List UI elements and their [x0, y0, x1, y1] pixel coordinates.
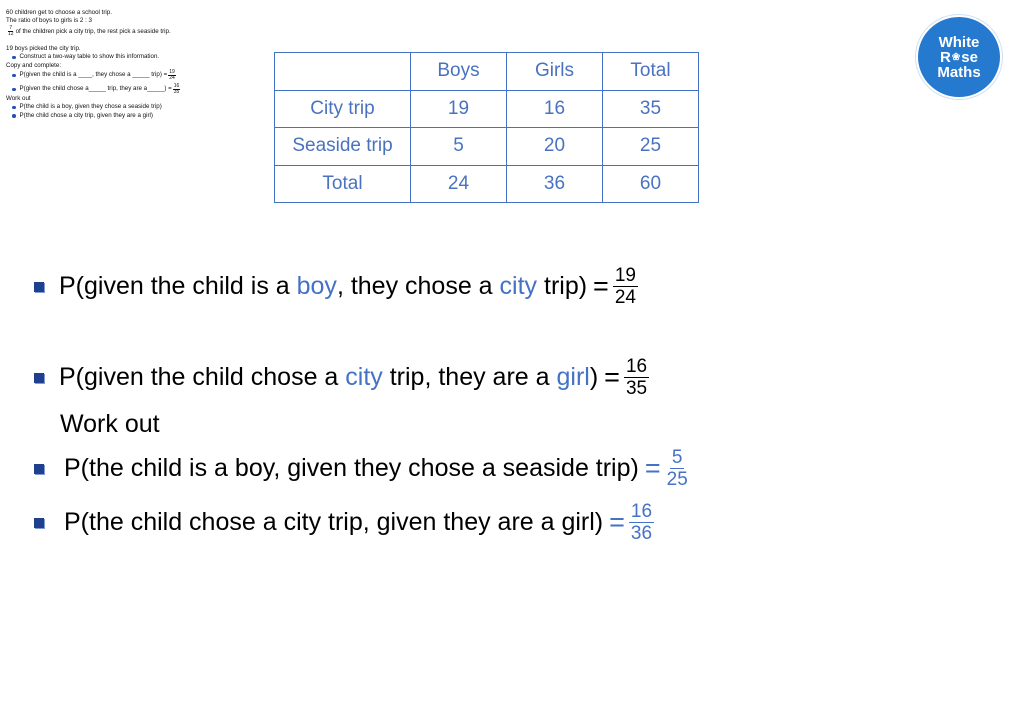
highlight-word: city — [345, 363, 383, 391]
equals-sign: = — [644, 453, 661, 483]
fraction-denominator: 35 — [625, 378, 648, 399]
fraction-numerator: 16 — [173, 83, 180, 90]
fraction-numerator: 5 — [671, 447, 683, 468]
table-cell: 60 — [603, 165, 699, 203]
table-header-cell: Girls — [507, 53, 603, 91]
logo-text: Maths — [937, 63, 981, 81]
fraction-denominator: 24 — [614, 287, 636, 308]
table-row-label: Seaside trip — [275, 128, 411, 166]
fraction — [168, 70, 176, 81]
note-bullet — [6, 84, 256, 95]
note-line: 19 boys picked the city trip. — [6, 44, 81, 52]
note-text: P(given the child chose a_____ trip, they are a_____) = — [19, 85, 172, 93]
table-header-cell — [275, 53, 411, 91]
table-cell: 20 — [507, 128, 603, 166]
table-row-label: Total — [275, 165, 411, 203]
note-line: Work out — [6, 95, 31, 103]
fraction-numerator: 7 — [9, 24, 13, 31]
fraction — [629, 501, 654, 544]
statement-text: P(given the child is a — [59, 272, 297, 300]
logo-text: se — [961, 48, 978, 66]
highlight-word: boy — [296, 272, 337, 300]
bullet-dot — [12, 74, 16, 78]
equals-sign: = — [604, 362, 620, 392]
fraction — [624, 356, 649, 399]
question-notes — [6, 9, 256, 120]
table-cell: 19 — [411, 90, 507, 128]
bullet-icon — [34, 282, 44, 292]
bullet-icon — [34, 464, 44, 474]
statement-text: trip, they are a — [382, 363, 557, 391]
note-line: Copy and complete: — [6, 61, 62, 69]
table-header-cell: Boys — [411, 53, 507, 91]
equals-sign: = — [593, 271, 609, 301]
bullet-dot — [12, 56, 16, 60]
table-row — [275, 165, 699, 203]
statement-city-given-girl — [34, 501, 654, 544]
fraction — [173, 84, 181, 95]
fraction-numerator: 16 — [630, 501, 653, 522]
table-cell: 16 — [507, 90, 603, 128]
fraction-numerator: 16 — [625, 356, 648, 377]
rose-icon: ❀ — [951, 51, 961, 63]
note-bullet — [6, 112, 256, 120]
note-bullet — [6, 70, 256, 81]
note-line: 60 children get to choose a school trip. — [6, 9, 112, 16]
table-cell: 35 — [603, 90, 699, 128]
table-cell: 5 — [411, 128, 507, 166]
note-line: The ratio of boys to girls is 2 : 3 — [6, 17, 92, 25]
note-bullet — [6, 103, 256, 111]
highlight-word: city — [499, 272, 538, 300]
table-row — [275, 128, 699, 166]
logo-text: R — [940, 48, 951, 66]
note-text: P(given the child is a ____, they chose a _____ trip) = — [19, 71, 168, 79]
note-text: of the children pick a city trip, the rest pick a seaside trip. — [15, 27, 171, 35]
statement-text: P(given the child chose a — [59, 363, 346, 391]
table-header-row — [275, 53, 699, 91]
white-rose-maths-logo — [916, 15, 1002, 99]
fraction — [613, 265, 638, 308]
fraction-denominator: 12 — [8, 30, 14, 37]
statement-text: trip) — [537, 272, 588, 300]
equals-sign: = — [609, 507, 625, 537]
fraction-denominator: 25 — [666, 469, 688, 490]
table-cell: 25 — [603, 128, 699, 166]
fraction — [7, 26, 15, 37]
statement-boy-city — [34, 265, 638, 308]
note-text: Construct a two-way table to show this information. — [19, 53, 160, 61]
note-line — [6, 26, 256, 37]
table-header-cell: Total — [603, 53, 699, 91]
table-cell: 24 — [411, 165, 507, 203]
table-row — [275, 90, 699, 128]
work-out-label: Work out — [60, 410, 160, 438]
statement-text: ) — [589, 363, 599, 391]
table-cell: 36 — [507, 165, 603, 203]
statement-boy-given-seaside — [34, 447, 690, 490]
table-row-label: City trip — [275, 90, 411, 128]
fraction-denominator: 24 — [169, 75, 175, 82]
fraction-denominator: 36 — [630, 523, 653, 544]
note-text: P(the child is a boy, given they chose a seaside trip) — [19, 103, 162, 111]
highlight-word: girl — [556, 363, 590, 391]
bullet-dot — [12, 114, 16, 118]
bullet-icon — [34, 518, 44, 528]
fraction-numerator: 19 — [169, 69, 175, 76]
bullet-dot — [12, 88, 16, 92]
statement-text: , they chose a — [336, 272, 500, 300]
note-text: P(the child chose a city trip, given they are a girl) — [19, 111, 153, 119]
fraction-numerator: 19 — [614, 265, 636, 286]
fraction — [665, 447, 690, 490]
logo-text: White — [938, 33, 980, 51]
fraction-denominator: 35 — [173, 89, 180, 96]
bullet-dot — [12, 106, 16, 110]
two-way-table — [274, 52, 699, 203]
logo-text-row — [940, 50, 978, 65]
statement-city-girl — [34, 356, 649, 399]
note-bullet — [6, 53, 256, 61]
bullet-icon — [34, 373, 44, 383]
statement-text: P(the child chose a city trip, given they are a girl) — [64, 508, 604, 536]
statement-text: P(the child is a boy, given they chose a seaside trip) — [64, 454, 639, 482]
